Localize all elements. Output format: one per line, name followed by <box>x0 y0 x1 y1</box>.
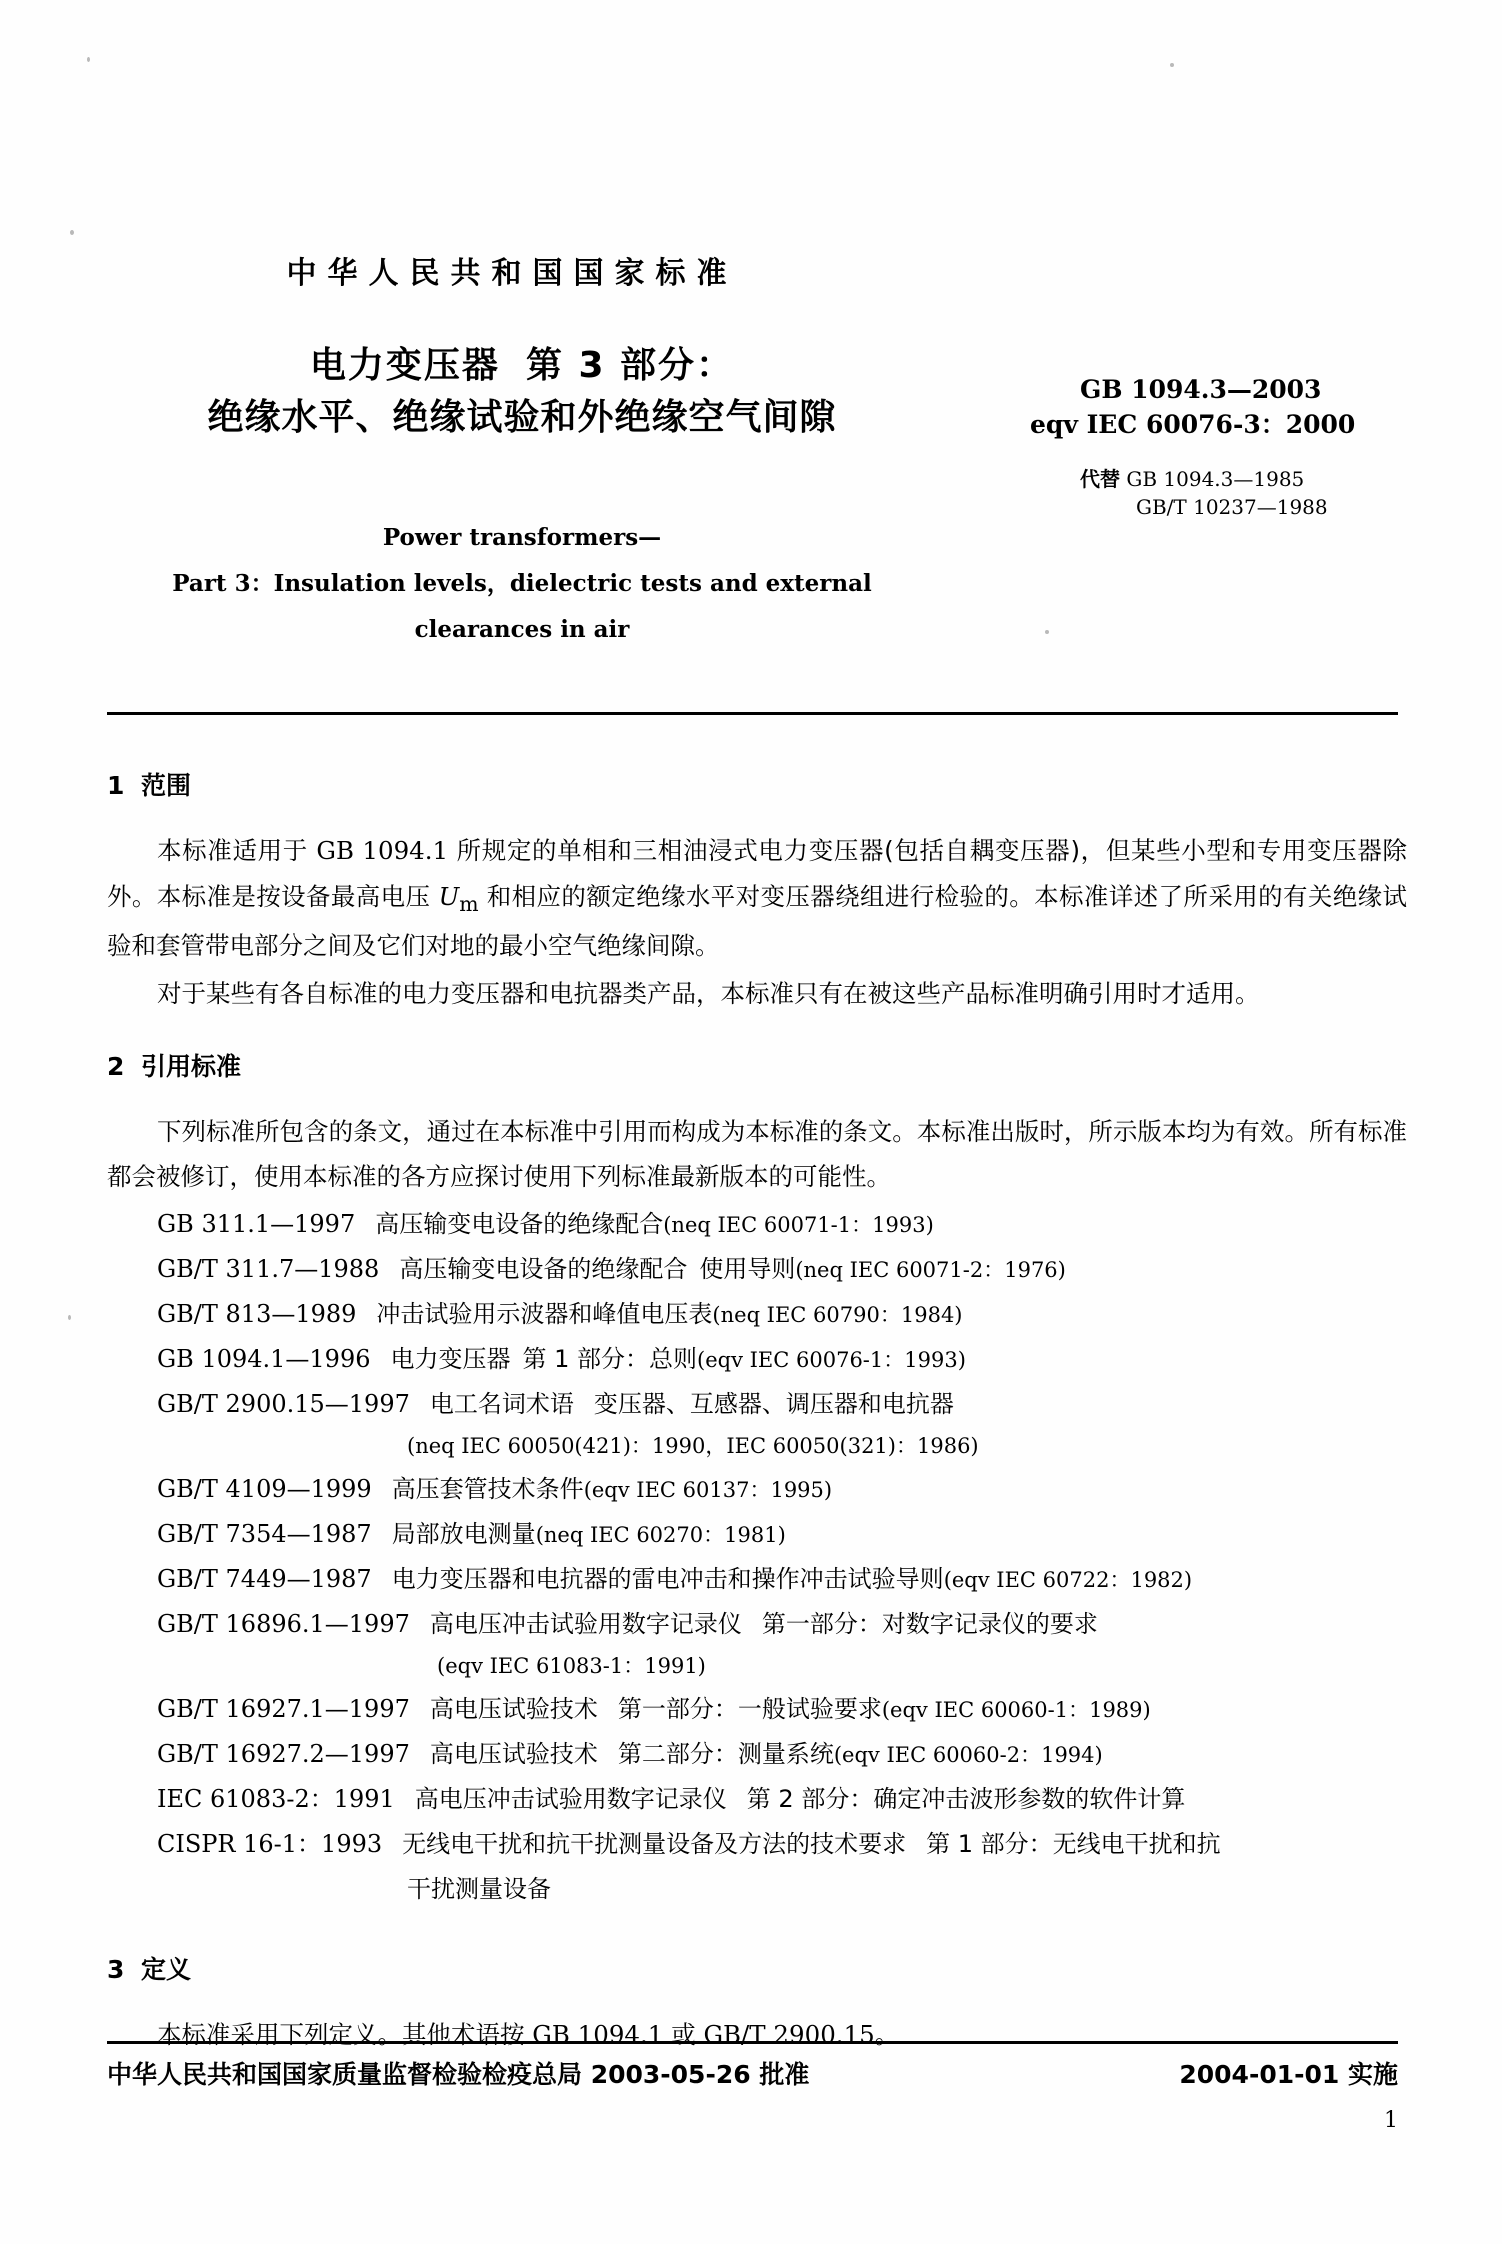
english-title-block <box>107 515 937 653</box>
page-footer <box>107 2055 1398 2091</box>
reference-item <box>107 1292 1407 1337</box>
masthead <box>107 248 1398 292</box>
reference-title: 电力变压器 <box>390 1345 511 1374</box>
english-title-line-1: Power transformers— <box>382 524 662 551</box>
scan-speckle <box>70 230 74 235</box>
reference-item <box>107 1777 1407 1822</box>
section-heading-scope <box>107 766 1407 802</box>
scope-paragraph-2: 对于某些有各自标准的电力变压器和电抗器类产品，本标准只有在被这些产品标准明确引用时才适用。 <box>157 979 1260 1008</box>
reference-subtitle: 第 1 部分：无线电干扰和抗 <box>926 1829 1221 1858</box>
standard-identifiers <box>1030 372 1410 442</box>
reference-equivalent: (eqv IEC 60060-2：1994) <box>833 1742 1103 1767</box>
reference-code: GB/T 16927.1—1997 <box>157 1694 410 1723</box>
reference-title: 冲击试验用示波器和峰值电压表 <box>376 1299 713 1328</box>
scope-paragraph-1: 本标准适用于 GB 1094.1 所规定的单相和三相油浸式电力变压器(包括自耦变压器)，但某些小型和专用变压器除外。本标准是按设备最高电压 $U_m$ 和相应的额定绝缘水平对变压器绕组进行检验的。本标准详述了所采用的有关绝缘试验和套管带电部分之间及它们对地的最小空气绝缘间隙。 <box>107 836 1408 961</box>
reference-code: GB/T 16927.2—1997 <box>157 1739 410 1768</box>
references-intro: 下列标准所包含的条文，通过在本标准中引用而构成为本标准的条文。本标准出版时，所示版本均为有效。所有标准都会被修订，使用本标准的各方应探讨使用下列标准最新版本的可能性。 <box>107 1116 1407 1192</box>
reference-item <box>107 1247 1407 1292</box>
reference-title: 高压输变电设备的绝缘配合 <box>375 1209 664 1238</box>
reference-item <box>107 1687 1407 1732</box>
reference-title: 高电压冲击试验用数字记录仪 <box>429 1610 742 1639</box>
reference-subtitle: 第一部分：对数字记录仪的要求 <box>761 1610 1098 1639</box>
reference-continuation: (eqv IEC 61083-1：1991) <box>437 1654 706 1679</box>
reference-title: 电工名词术语 <box>429 1390 574 1419</box>
title-part-name: 电力变压器 <box>309 345 500 386</box>
page-number: 1 <box>1384 2108 1398 2133</box>
reference-item <box>107 1202 1407 1247</box>
reference-title: 高电压试验技术 <box>429 1739 598 1768</box>
reference-equivalent: (eqv IEC 60722：1982) <box>943 1567 1193 1592</box>
reference-equivalent: (neq IEC 60071-2：1976) <box>795 1257 1066 1282</box>
reference-continuation: (neq IEC 60050(421)：1990，IEC 60050(321)：1986) <box>407 1434 979 1459</box>
reference-title: 无线电干扰和抗干扰测量设备及方法的技术要求 <box>402 1829 907 1858</box>
footer-approval-text: 中华人民共和国国家质量监督检验检疫总局 2003-05-26 批准 <box>107 2060 810 2089</box>
reference-code: GB 311.1—1997 <box>157 1209 356 1238</box>
reference-code: CISPR 16-1：1993 <box>157 1829 383 1858</box>
replaces-label: 代替 <box>1080 467 1120 491</box>
footer-divider-rule <box>107 2041 1398 2044</box>
scan-speckle <box>87 57 90 62</box>
reference-code: GB/T 813—1989 <box>157 1299 357 1328</box>
reference-title: 高电压冲击试验用数字记录仪 <box>414 1784 727 1813</box>
reference-equivalent: (eqv IEC 60060-1：1989) <box>881 1697 1151 1722</box>
section-number-3: 3 <box>107 1955 125 1985</box>
replaces-line-1 <box>1030 466 1410 494</box>
reference-subtitle: 第 2 部分：确定冲击波形参数的软件计算 <box>746 1784 1186 1813</box>
section-title-3: 定义 <box>141 1955 192 1985</box>
section-title-2: 引用标准 <box>141 1051 242 1081</box>
standard-replaces-block <box>1030 466 1410 521</box>
standard-title-block <box>107 340 937 444</box>
reference-subtitle: 第一部分：一般试验要求 <box>617 1694 882 1723</box>
title-line-2: 绝缘水平、绝缘试验和外绝缘空气间隙 <box>207 397 837 439</box>
reference-equivalent: (neq IEC 60071-1：1993) <box>663 1212 934 1237</box>
reference-code: IEC 61083-2：1991 <box>157 1784 395 1813</box>
reference-subtitle: 变压器、互感器、调压器和电抗器 <box>593 1390 954 1419</box>
reference-subtitle: 第二部分：测量系统 <box>617 1739 834 1768</box>
national-standard-title: 中华人民共和国国家标准 <box>286 256 738 291</box>
reference-title: 高电压试验技术 <box>429 1694 598 1723</box>
section-heading-definitions <box>107 1950 1407 1986</box>
reference-code: GB/T 4109—1999 <box>157 1474 372 1503</box>
reference-continuation: 干扰测量设备 <box>407 1875 551 1904</box>
standard-equivalent: eqv IEC 60076-3：2000 <box>1030 410 1356 439</box>
reference-code: GB/T 7449—1987 <box>157 1564 372 1593</box>
reference-item <box>107 1467 1407 1512</box>
reference-item <box>107 1732 1407 1777</box>
reference-item <box>107 1512 1407 1557</box>
reference-title: 高压套管技术条件 <box>391 1474 584 1503</box>
reference-title: 电力变压器和电抗器的雷电冲击和操作冲击试验导则 <box>391 1564 944 1593</box>
replaces-line-2: GB/T 10237—1988 <box>1136 494 1328 519</box>
scan-speckle <box>1045 630 1049 634</box>
reference-code: GB/T 311.7—1988 <box>157 1254 380 1283</box>
section-number-1: 1 <box>107 771 125 800</box>
reference-title: 高压输变电设备的绝缘配合 <box>399 1254 688 1283</box>
definitions-paragraph-1: 本标准采用下列定义。其他术语按 GB 1094.1 或 GB/T 2900.15。 <box>157 2020 900 2050</box>
section-heading-references <box>107 1047 1407 1083</box>
replaces-code-1: GB 1094.3—1985 <box>1126 467 1305 491</box>
scan-speckle <box>68 1315 71 1320</box>
reference-item <box>107 1337 1407 1382</box>
reference-equivalent: (eqv IEC 60076-1：1993) <box>697 1348 966 1373</box>
title-part-number: 第 3 部分： <box>525 345 735 386</box>
reference-code: GB 1094.1—1996 <box>157 1345 371 1374</box>
standard-code-block <box>1030 372 1410 521</box>
reference-item <box>107 1602 1407 1647</box>
reference-equivalent: (neq IEC 60790：1984) <box>712 1302 963 1327</box>
document-body <box>107 766 1407 2060</box>
reference-code: GB/T 7354—1987 <box>157 1519 372 1548</box>
standard-number: GB 1094.3—2003 <box>1080 375 1322 404</box>
title-line-1 <box>107 340 937 392</box>
reference-equivalent: (neq IEC 60270：1981) <box>535 1522 786 1547</box>
scan-speckle <box>1170 63 1174 67</box>
reference-item <box>107 1557 1407 1602</box>
reference-subtitle: 第 1 部分：总则 <box>522 1345 698 1374</box>
reference-equivalent: (eqv IEC 60137：1995) <box>583 1477 833 1502</box>
section-title-1: 范围 <box>141 771 192 800</box>
reference-code: GB/T 16896.1—1997 <box>157 1610 410 1639</box>
footer-implementation-date: 2004-01-01 实施 <box>1179 2060 1398 2089</box>
reference-standards-list <box>107 1202 1407 1912</box>
reference-item <box>107 1382 1407 1427</box>
header-divider-rule <box>107 712 1398 715</box>
reference-subtitle: 使用导则 <box>699 1254 796 1283</box>
section-number-2: 2 <box>107 1051 125 1081</box>
reference-item <box>107 1822 1407 1867</box>
english-title-line-3: clearances in air <box>414 616 630 643</box>
reference-title: 局部放电测量 <box>391 1519 536 1548</box>
english-title-line-2: Part 3：Insulation levels，dielectric tests and external <box>172 570 872 597</box>
reference-code: GB/T 2900.15—1997 <box>157 1390 410 1419</box>
